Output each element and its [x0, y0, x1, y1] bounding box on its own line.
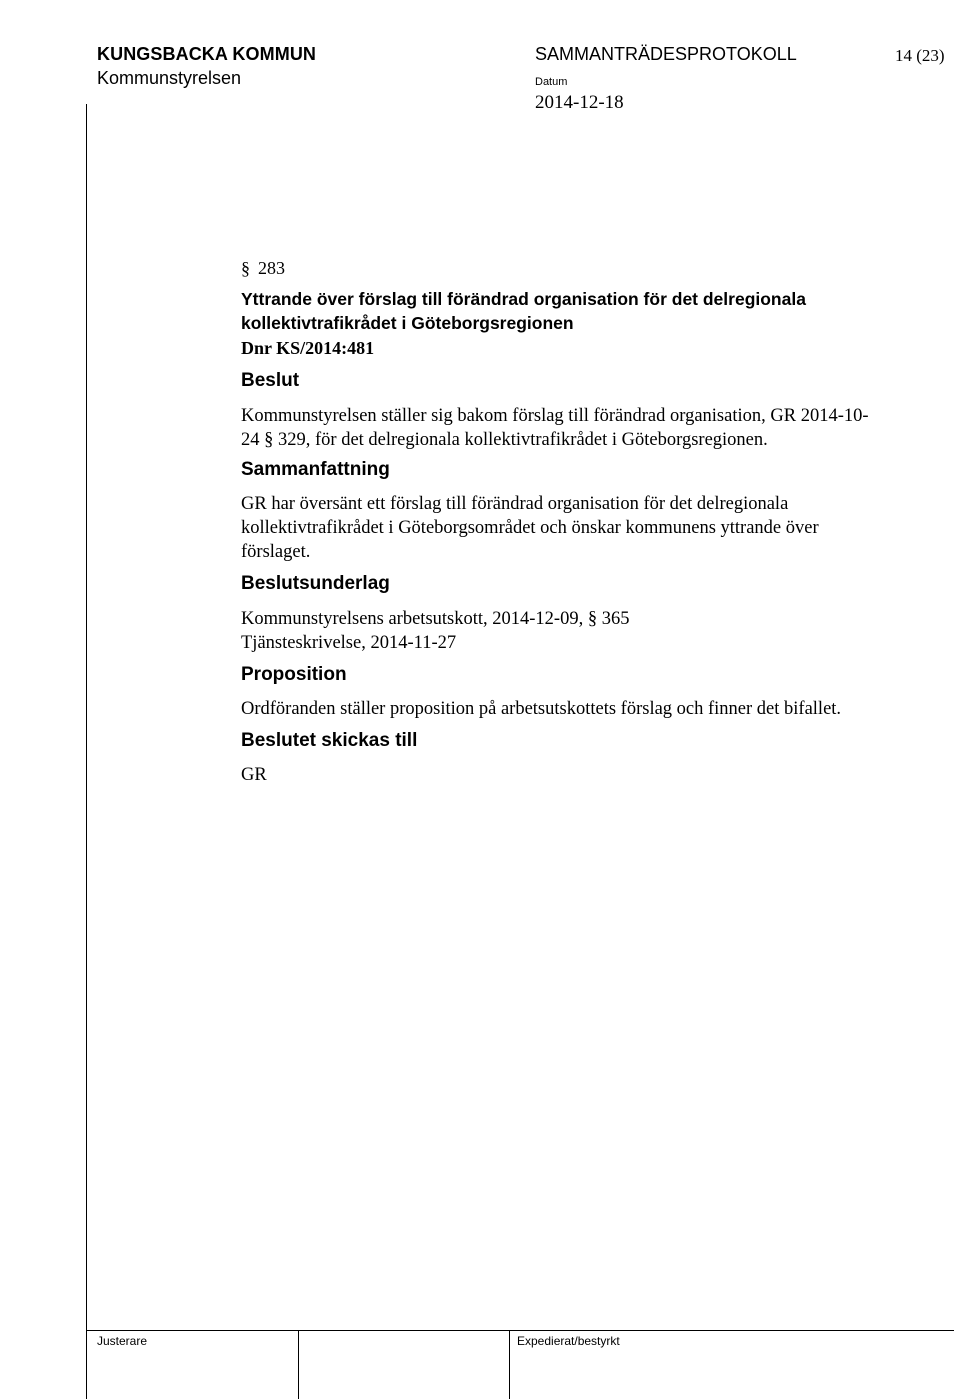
beslut-line-2-end: 329, för det delregionala kollektivtrafikrådet i Göteborgsregionen.: [278, 430, 768, 450]
beslut-line-2-start: 24: [241, 430, 260, 450]
beslutet-skickas-heading: Beslutet skickas till: [241, 730, 418, 751]
diary-number: Dnr KS/2014:481: [241, 338, 375, 358]
footer-rule: [86, 1330, 954, 1331]
section-symbol: §: [241, 258, 250, 278]
beslut-line-1: Kommunstyrelsen ställer sig bakom förslag till förändrad organisation, GR 2014-10-: [241, 406, 869, 426]
footer-divider-1: [298, 1330, 299, 1399]
footer-divider-2: [509, 1330, 510, 1399]
beslutet-skickas-recipient: GR: [241, 765, 267, 785]
beslut-text: [241, 404, 941, 452]
protocol-section: [241, 256, 941, 787]
page-number: 14 (23): [895, 46, 945, 65]
sammanfattning-text: [241, 492, 941, 564]
section-title-line-2: kollektivtrafikrådet i Göteborgsregionen: [241, 313, 574, 333]
date-label: Datum: [535, 76, 568, 88]
beslutsunderlag-item-1-start: Kommunstyrelsens arbetsutskott, 2014-12-09,: [241, 609, 584, 629]
beslut-heading: Beslut: [241, 370, 300, 391]
expedierat-label: Expedierat/bestyrkt: [517, 1334, 620, 1348]
beslutsunderlag-list: [241, 607, 941, 655]
sammanfattning-heading: Sammanfattning: [241, 459, 390, 480]
proposition-heading: Proposition: [241, 664, 347, 685]
section-title: [241, 287, 941, 335]
beslut-section-symbol: §: [264, 430, 274, 450]
beslutsunderlag-item-2: Tjänsteskrivelse, 2014-11-27: [241, 633, 457, 653]
left-margin-rule: [86, 104, 87, 1399]
department-name: Kommunstyrelsen: [97, 68, 242, 88]
sammanfattning-line-3: förslaget.: [241, 542, 311, 562]
organization-name: KUNGSBACKA KOMMUN: [97, 44, 317, 64]
section-number-value: 283: [258, 258, 285, 278]
proposition-text: Ordföranden ställer proposition på arbetsutskottets förslag och finner det bifallet.: [241, 699, 842, 719]
beslutsunderlag-item-1-end: 365: [601, 609, 630, 629]
beslutsunderlag-heading: Beslutsunderlag: [241, 573, 390, 594]
beslutsunderlag-item-1-symbol: §: [587, 609, 598, 629]
section-number: [241, 256, 941, 280]
sammanfattning-line-2: kollektivtrafikrådet i Göteborgsområdet och önskar kommunens yttrande över: [241, 518, 819, 538]
section-title-line-1: Yttrande över förslag till förändrad organisation för det delregionala: [241, 289, 806, 309]
date-value: 2014-12-18: [535, 92, 624, 113]
sammanfattning-line-1: GR har översänt ett förslag till förändrad organisation för det delregionala: [241, 494, 789, 514]
document-type: SAMMANTRÄDESPROTOKOLL: [535, 44, 797, 64]
justerare-label: Justerare: [97, 1334, 148, 1348]
